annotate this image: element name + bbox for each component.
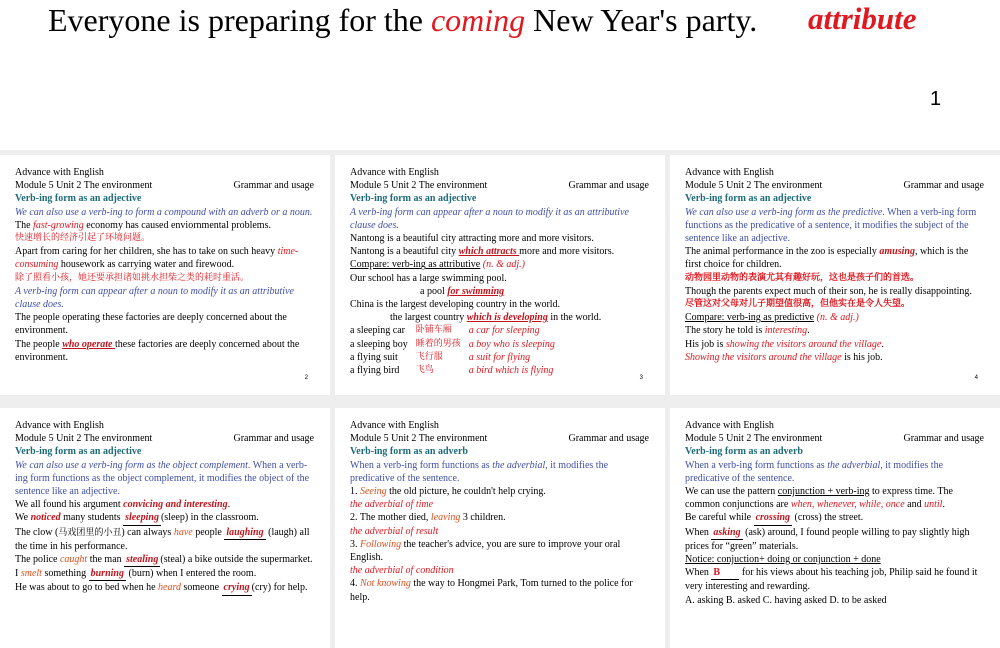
header-line1: Advance with English xyxy=(350,420,439,431)
translation: 除了照看小孩，她还要承担诸如挑水担柴之类的耗时重活。 xyxy=(15,272,250,283)
header-line1: Advance with English xyxy=(15,167,104,178)
section-title: Grammar and usage xyxy=(568,180,649,192)
header-line2 xyxy=(15,432,314,445)
example-line: The animal performance in the zoo is especially amusing, which is the first choice for children. xyxy=(685,246,969,271)
example-line: Apart from caring for her children, she has to take on such heavy time-consuming housework as carrying water and firewood. xyxy=(15,246,299,271)
slide-title: Verb-ing form as an adjective xyxy=(685,193,812,205)
answer-blank: laughing xyxy=(224,526,265,540)
example-line: The clow (马戏团里的小丑) can always have people laughing (laugh) all the time in his performance. xyxy=(15,526,310,552)
slide-title: Verb-ing form as an adverb xyxy=(350,446,468,458)
slide-title: Verb-ing form as an adverb xyxy=(685,446,803,458)
example-line: Be careful while crossing (cross) the street. xyxy=(685,511,984,525)
slide-6[interactable] xyxy=(335,408,665,648)
example-line: 1. Seeing the old picture, he couldn't help crying. xyxy=(350,486,546,498)
rule-text: We can also use a verb-ing form as the predictive. When a verb-ing form functions as the predicative of a sentence, it modifies the subject of the sentence like an adjective. xyxy=(685,206,977,245)
example-line: Showing the visitors around the village is his job. xyxy=(685,351,883,363)
module-title: Module 5 Unit 2 The environment xyxy=(350,433,488,445)
header-line2 xyxy=(685,179,984,192)
section-title: Grammar and usage xyxy=(568,433,649,445)
header-line2 xyxy=(350,179,649,192)
example-sentence xyxy=(48,2,757,39)
table-row: a sleeping car 卧铺车厢 a car for sleeping xyxy=(350,325,540,337)
example-line: The police caught the man stealing(steal) a bike outside the supermarket. xyxy=(15,553,314,567)
module-title: Module 5 Unit 2 The environment xyxy=(685,180,823,192)
example-line: The story he told is interesting. xyxy=(685,325,810,337)
slide-title: Verb-ing form as an adjective xyxy=(350,193,477,205)
answer-blank: sleeping xyxy=(123,511,161,525)
section-title: Grammar and usage xyxy=(233,433,314,445)
example-line: 3. Following the teacher's advice, you are sure to improve your oral English. xyxy=(350,538,621,564)
example-line: 4. Not knowing the way to Hongmei Park, Tom turned to the police for help. xyxy=(350,578,633,603)
example-line: Nantong is a beautiful city attracting more and more visitors. xyxy=(350,233,594,245)
rule-text: When a verb-ing form functions as the adverbial, it modifies the predicative of the sentence. xyxy=(685,459,944,484)
example-line: The fast-growing economy has caused enviornmental problems. xyxy=(15,219,271,231)
example-line: Though the parents expect much of their son, he is really disappointing. xyxy=(685,285,972,297)
slide-7[interactable] xyxy=(670,408,1000,648)
adverbial-type: the adverbial of result xyxy=(350,525,439,537)
rule-text: A verb-ing form can appear after a noun to modify it as an attributive clause does. xyxy=(350,206,629,231)
adverbial-type: the adverbial of time xyxy=(350,499,434,511)
example-line: His job is showing the visitors around the village. xyxy=(685,338,884,350)
example-line: When B for his views about his teaching job, Philip said he found it very interesting and rewarding. xyxy=(685,567,978,593)
sentence-part: Everyone is preparing for the xyxy=(48,2,431,38)
slide-number: 3 xyxy=(639,374,643,381)
answer-blank: B xyxy=(711,566,739,580)
section-title: Grammar and usage xyxy=(903,433,984,445)
rule-text: A verb-ing form can appear after a noun to modify it as an attributive clause does. xyxy=(15,285,294,311)
page-number: 1 xyxy=(930,88,942,110)
example-line: We can use the pattern conjunction + verb-ing to express time. The common conjunctions are when, whenever, while, once and until. xyxy=(685,486,953,511)
section-title: Grammar and usage xyxy=(233,180,314,192)
slide-2[interactable] xyxy=(0,155,330,395)
adverbial-type: the adverbial of condition xyxy=(350,565,454,577)
highlighted-word: coming xyxy=(430,2,526,38)
module-title: Module 5 Unit 2 The environment xyxy=(350,180,488,192)
header-line2 xyxy=(685,432,984,445)
module-title: Module 5 Unit 2 The environment xyxy=(15,180,153,192)
example-line: Our school has a large swimming pool. xyxy=(350,272,507,284)
example-line: When asking (ask) around, I found people willing to pay slightly high prices for “green” materials. xyxy=(685,526,970,552)
header-line2 xyxy=(350,432,649,445)
answer-blank: burning xyxy=(89,567,126,581)
table-row: a sleeping boy 睡着的男孩 a boy who is sleeping xyxy=(350,338,555,350)
translation: 快速增长的经济引起了环境问题。 xyxy=(15,233,151,244)
header-line1: Advance with English xyxy=(685,167,774,178)
header-line1: Advance with English xyxy=(685,420,774,431)
slide-3[interactable] xyxy=(335,155,665,395)
options-line: A. asking B. asked C. having asked D. to be asked xyxy=(685,594,887,606)
slide-number: 2 xyxy=(304,374,308,381)
example-line: The people who operate these factories are deeply concerned about the environment. xyxy=(15,338,300,363)
header-line1: Advance with English xyxy=(350,167,439,178)
example-line: the largest country which is developing in the world. xyxy=(390,312,602,324)
header-line2 xyxy=(15,179,314,192)
rule-text: When a verb-ing form functions as the adverbial, it modifies the predicative of the sentence. xyxy=(350,459,609,484)
rule-text: We can also use a verb-ing to form a compound with an adverb or a noun. xyxy=(15,206,313,218)
rule-text: We can also use a verb-ing form as the object complement. When a verb-ing form functions as the object complement, it modifies the object of the sentence like an adjective. xyxy=(15,459,310,498)
sentence-part: New Year's party. xyxy=(525,2,758,38)
slide-title: Verb-ing form as an adjective xyxy=(15,446,142,458)
translation: 尽管这对父母对儿子期望值很高，但他实在是令人失望。 xyxy=(685,299,911,310)
compare-line: Compare: verb-ing as attributive (n. & adj.) xyxy=(350,259,525,271)
compare-line: Compare: verb-ing as predictive (n. & adj.) xyxy=(685,312,859,324)
example-line: I smelt something burning (burn) when I entered the room. xyxy=(15,567,314,581)
example-line: China is the largest developing country in the world. xyxy=(350,299,561,311)
attribute-label: attribute xyxy=(808,1,917,36)
example-line: 2. The mother died, leaving 3 children. xyxy=(350,512,506,524)
answer-blank: asking xyxy=(711,526,742,540)
section-title: Grammar and usage xyxy=(903,180,984,192)
header-line1: Advance with English xyxy=(15,420,104,431)
answer-blank: crossing xyxy=(754,511,792,525)
example-line: We noticed many students sleeping(sleep) in the classroom. xyxy=(15,511,314,525)
slide-number: 4 xyxy=(974,374,978,381)
answer-blank: crying xyxy=(222,581,252,595)
example-line: He was about to go to bed when he heard someone crying(cry) for help. xyxy=(15,581,314,595)
table-row: a flying bird 飞鸟 a bird which is flying xyxy=(350,365,554,377)
table-row: a flying suit 飞行服 a suit for flying xyxy=(350,351,531,363)
slide-5[interactable] xyxy=(0,408,330,648)
phrase-table xyxy=(350,324,563,377)
module-title: Module 5 Unit 2 The environment xyxy=(15,433,153,445)
notice-line: Notice: conjuction+ doing or conjunction + done xyxy=(685,554,881,566)
answer-blank: stealing xyxy=(124,553,160,567)
module-title: Module 5 Unit 2 The environment xyxy=(685,433,823,445)
slide-4[interactable] xyxy=(670,155,1000,395)
slide-title: Verb-ing form as an adjective xyxy=(15,193,142,205)
example-line: a pool for swimming xyxy=(420,285,505,297)
example-line: The people operating these factories are deeply concerned about the environment. xyxy=(15,312,287,337)
top-slide xyxy=(0,0,1000,150)
example-line: We all found his argument convicing and interesting. xyxy=(15,499,231,511)
example-line: Nantong is a beautiful city which attracts more and more visitors. xyxy=(350,246,615,258)
translation: 动物园里动物的表演尤其有趣好玩，这也是孩子们的首选。 xyxy=(685,272,920,283)
